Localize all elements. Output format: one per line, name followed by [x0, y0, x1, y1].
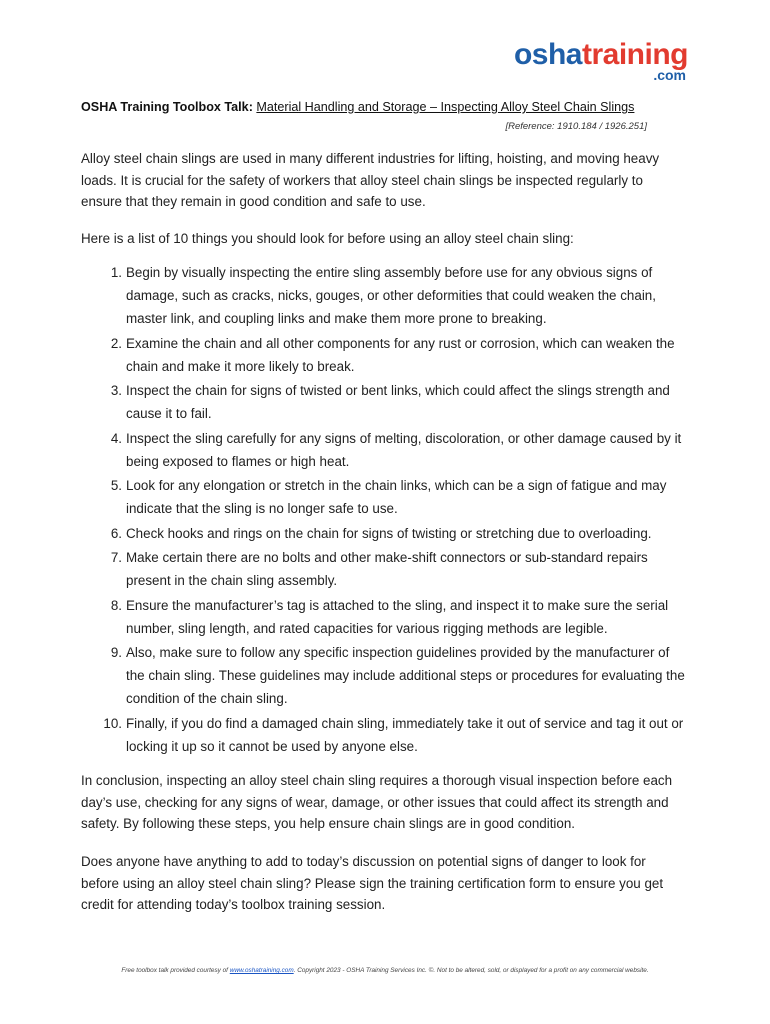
list-item	[81, 427, 687, 473]
logo-wordmark	[514, 40, 688, 70]
inspection-checklist	[81, 261, 687, 759]
copyright-footer	[0, 967, 770, 974]
list-item	[81, 261, 687, 330]
footer-website-link[interactable]: www.oshatraining.com	[229, 967, 294, 974]
list-item-text: Also, make sure to follow any specific inspection guidelines provided by the manufacturer of the chain sling. These guidelines may include additional steps or procedures for evaluating the condition of the chain sling.	[126, 645, 685, 706]
title-topic: Material Handling and Storage – Inspecting Alloy Steel Chain Slings	[256, 100, 635, 114]
list-item	[81, 712, 687, 758]
list-item-text: Look for any elongation or stretch in the chain links, which can be a sign of fatigue and may indicate that the sling is no longer safe to use.	[126, 478, 667, 516]
list-item-number: 10.	[103, 715, 122, 731]
list-item-text: Inspect the sling carefully for any signs of melting, discoloration, or other damage caused by it being exposed to flames or high heat.	[126, 430, 682, 469]
footer-prefix: Free toolbox talk provided courtesy of	[121, 967, 228, 974]
list-item-text: Ensure the manufacturer’s tag is attached to the sling, and inspect it to make sure the serial number, sling length, and rated capacities for various rigging methods are legible.	[126, 597, 669, 636]
title-prefix: OSHA Training Toolbox Talk:	[81, 100, 253, 114]
list-item-text: Make certain there are no bolts and other make-shift connectors or sub-standard repairs present in the chain sling assembly.	[126, 550, 648, 588]
logo-osha-text: osha	[513, 38, 582, 71]
list-item	[81, 474, 687, 520]
list-item-text: Examine the chain and all other components for any rust or corrosion, which can weaken the chain and make it more likely to break.	[126, 335, 675, 374]
list-item	[81, 522, 687, 545]
list-item-number: 7.	[110, 550, 122, 565]
discussion-paragraph: Does anyone have anything to add to today’s discussion on potential signs of danger to look for before using an alloy steel chain sling? Please sign the training certification form to ensure you get credit for attending today’s toolbox training session.	[81, 854, 664, 912]
list-item-number: 9.	[110, 645, 122, 660]
oshatraining-logo	[514, 40, 688, 82]
list-item	[81, 594, 687, 640]
list-item-number: 5.	[110, 478, 122, 493]
list-item	[81, 332, 687, 378]
list-item-number: 2.	[110, 335, 122, 351]
list-item-text: Check hooks and rings on the chain for signs of twisting or stretching due to overloading.	[126, 525, 652, 541]
intro-paragraph: Alloy steel chain slings are used in many different industries for lifting, hoisting, and moving heavy loads. It is crucial for the safety of workers that alloy steel chain slings be inspected regularly to ensure that they remain in good condition and safe to use.	[81, 151, 660, 209]
document-title	[81, 100, 691, 114]
list-item-number: 6.	[110, 525, 122, 541]
list-item-text: Begin by visually inspecting the entire sling assembly before use for any obvious signs of damage, such as cracks, nicks, gouges, or other deformities that could weaken the chain, master link, and coupling links and make them more prone to breaking.	[126, 265, 656, 326]
list-item-text: Inspect the chain for signs of twisted or bent links, which could affect the slings strength and cause it to fail.	[126, 383, 670, 421]
list-item-number: 1.	[110, 265, 122, 280]
logo-training-text: training	[582, 38, 688, 71]
list-item-number: 3.	[110, 383, 122, 398]
footer-suffix: . Copyright 2023 - OSHA Training Services Inc. ©. Not to be altered, sold, or displayed for a profit on any commercial website.	[293, 967, 649, 974]
list-item	[81, 546, 687, 592]
regulation-reference: [Reference: 1910.184 / 1926.251]	[505, 121, 647, 132]
list-item-text: Finally, if you do find a damaged chain sling, immediately take it out of service and tag it out or locking it up so it cannot be used by anyone else.	[126, 715, 684, 754]
logo-com-text: .com	[653, 67, 686, 83]
list-item-number: 4.	[110, 430, 122, 446]
list-item	[81, 641, 687, 710]
conclusion-paragraph: In conclusion, inspecting an alloy steel chain sling requires a thorough visual inspection before each day’s use, checking for any signs of wear, damage, or other issues that could affect its strength and safety. By following these steps, you help ensure chain slings are in good condition.	[81, 773, 673, 831]
list-item	[81, 379, 687, 425]
list-lead-paragraph: Here is a list of 10 things you should look for before using an alloy steel chain sling:	[81, 231, 574, 246]
list-item-number: 8.	[110, 597, 122, 613]
